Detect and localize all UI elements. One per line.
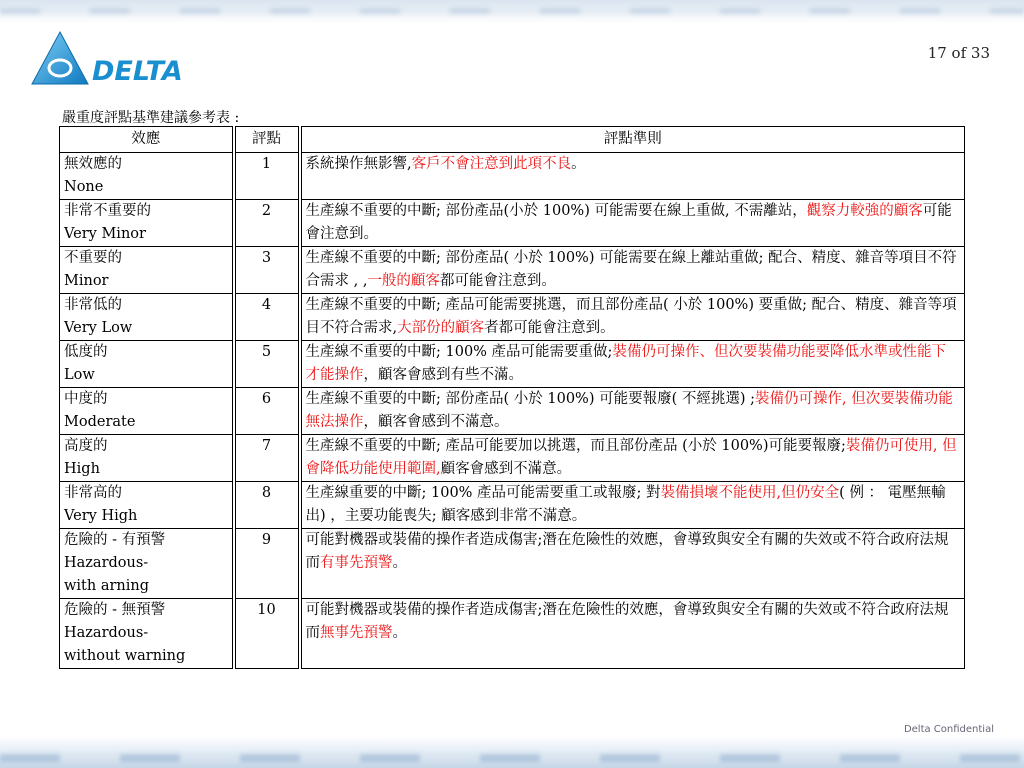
criteria-text-end: 。 bbox=[571, 156, 586, 172]
effect-label-en: Low bbox=[64, 367, 95, 383]
criteria-cell bbox=[300, 388, 965, 435]
score-cell: 4 bbox=[234, 294, 300, 341]
score-cell: 9 bbox=[234, 529, 300, 599]
criteria-cell bbox=[300, 341, 965, 388]
criteria-text-end: 。 bbox=[392, 625, 407, 641]
criteria-cell bbox=[300, 247, 965, 294]
effect-label-zh: 危險的 - 無預警 bbox=[64, 602, 166, 618]
delta-logo bbox=[30, 30, 190, 88]
score-cell: 1 bbox=[234, 153, 300, 200]
criteria-text: 生產線不重要的中斷; 產品可能需要挑選，而且部份產品( 小於 100%) 要重做; 配合、精度、雜音等項目不符合需求, bbox=[305, 297, 957, 336]
criteria-text-end: ( 例 ： 電壓無輸出) ，主要功能喪失; 顧客感到非常不滿意。 bbox=[305, 485, 946, 524]
score-cell: 5 bbox=[234, 341, 300, 388]
criteria-cell bbox=[300, 529, 965, 599]
score-cell: 10 bbox=[234, 599, 300, 669]
criteria-text: 可能對機器或裝備的操作者造成傷害;潛在危險性的效應，會導致與安全有關的失效或不符合政府法規而 bbox=[305, 532, 949, 571]
table-row bbox=[60, 529, 965, 599]
header-effect: 效應 bbox=[60, 127, 234, 153]
criteria-text: 生產線不重要的中斷; 部份產品( 小於 100%) 可能要報廢( 不經挑選) ; bbox=[305, 391, 756, 407]
effect-cell bbox=[60, 153, 234, 200]
top-decorative-band bbox=[0, 0, 1024, 24]
criteria-text: 生產線重要的中斷; 100% 產品可能需要重工或報廢; 對 bbox=[305, 485, 661, 501]
criteria-cell bbox=[300, 200, 965, 247]
effect-label-zh: 中度的 bbox=[64, 391, 108, 407]
logo-text: DELTA bbox=[92, 56, 183, 87]
criteria-text-end: 可能會注意到。 bbox=[305, 203, 952, 242]
effect-label-en: Hazardous- bbox=[64, 625, 149, 641]
table-header-row bbox=[60, 127, 965, 153]
table-row bbox=[60, 294, 965, 341]
criteria-highlight: 裝備損壞不能使用,但仍安全 bbox=[660, 485, 840, 501]
criteria-text: 可能對機器或裝備的操作者造成傷害;潛在危險性的效應，會導致與安全有關的失效或不符合政府法規而 bbox=[305, 602, 949, 641]
criteria-text: 系統操作無影響, bbox=[305, 156, 412, 172]
effect-label-zh: 非常低的 bbox=[64, 297, 122, 313]
effect-label-en: High bbox=[64, 461, 100, 477]
effect-cell bbox=[60, 200, 234, 247]
criteria-highlight: 有事先預警 bbox=[320, 555, 393, 571]
section-title: 嚴重度評點基準建議參考表 : bbox=[62, 110, 240, 126]
criteria-cell bbox=[300, 435, 965, 482]
table-row bbox=[60, 435, 965, 482]
criteria-text-end: 都可能會注意到。 bbox=[439, 273, 556, 289]
effect-label-en: Moderate bbox=[64, 414, 136, 430]
effect-label-zh: 危險的 - 有預警 bbox=[64, 532, 166, 548]
table-row bbox=[60, 341, 965, 388]
bottom-decorative-band bbox=[0, 736, 1024, 768]
severity-criteria-table bbox=[59, 126, 965, 669]
criteria-cell bbox=[300, 599, 965, 669]
criteria-text-end: ，顧客會感到不滿意。 bbox=[363, 414, 509, 430]
criteria-text-end: 顧客會感到不滿意。 bbox=[440, 461, 572, 477]
table-row bbox=[60, 599, 965, 669]
effect-label-en: Very Minor bbox=[64, 226, 146, 242]
criteria-text: 生產線不重要的中斷; 產品可能要加以挑選，而且部份產品 (小於 100%)可能要報廢; bbox=[305, 438, 846, 454]
criteria-cell bbox=[300, 153, 965, 200]
criteria-highlight: 無事先預警 bbox=[320, 625, 393, 641]
table-row bbox=[60, 482, 965, 529]
score-cell: 8 bbox=[234, 482, 300, 529]
effect-label-en: None bbox=[64, 179, 104, 195]
score-cell: 2 bbox=[234, 200, 300, 247]
header-score: 評點 bbox=[234, 127, 300, 153]
criteria-text: 生產線不重要的中斷; 100% 產品可能需要重做; bbox=[305, 344, 613, 360]
effect-label-zh: 不重要的 bbox=[64, 250, 122, 266]
criteria-text-end: 者都可能會注意到。 bbox=[484, 320, 615, 336]
score-cell: 6 bbox=[234, 388, 300, 435]
score-cell: 3 bbox=[234, 247, 300, 294]
criteria-highlight: 裝備仍可操作, 但次要裝備功能無法操作 bbox=[305, 391, 953, 430]
criteria-text: 生產線不重要的中斷; 部份產品( 小於 100%) 可能需要在線上離站重做; 配合、精度、雜音等項目不符合需求 , , bbox=[305, 250, 957, 289]
effect-label-zh: 非常不重要的 bbox=[64, 203, 151, 219]
effect-label-en-cont: without warning bbox=[64, 648, 186, 664]
effect-cell bbox=[60, 435, 234, 482]
effect-cell bbox=[60, 294, 234, 341]
score-cell: 7 bbox=[234, 435, 300, 482]
effect-cell bbox=[60, 247, 234, 294]
criteria-text: 生產線不重要的中斷; 部份產品(小於 100%) 可能需要在線上重做, 不需離站， bbox=[305, 203, 807, 219]
effect-label-zh: 低度的 bbox=[64, 344, 108, 360]
table-row bbox=[60, 200, 965, 247]
criteria-cell bbox=[300, 294, 965, 341]
effect-label-zh: 無效應的 bbox=[64, 156, 122, 172]
effect-cell bbox=[60, 482, 234, 529]
effect-cell bbox=[60, 388, 234, 435]
effect-label-en: Very Low bbox=[64, 320, 133, 336]
effect-cell bbox=[60, 529, 234, 599]
effect-label-en: Very High bbox=[64, 508, 138, 524]
effect-label-en-cont: with arning bbox=[64, 578, 149, 594]
criteria-highlight: 大部份的顧客 bbox=[397, 320, 485, 336]
effect-label-en: Hazardous- bbox=[64, 555, 149, 571]
criteria-cell bbox=[300, 482, 965, 529]
criteria-highlight: 觀察力較強的顧客 bbox=[806, 203, 923, 219]
criteria-highlight: 客戶不會注意到此項不良 bbox=[411, 156, 572, 172]
criteria-highlight: 一般的顧客 bbox=[367, 273, 440, 289]
effect-label-zh: 非常高的 bbox=[64, 485, 122, 501]
criteria-text-end: ，顧客會感到有些不滿。 bbox=[363, 367, 523, 383]
table-row bbox=[60, 388, 965, 435]
effect-cell bbox=[60, 599, 234, 669]
criteria-text-end: 。 bbox=[392, 555, 407, 571]
table-row bbox=[60, 247, 965, 294]
table-row bbox=[60, 153, 965, 200]
page-number: 17 of 33 bbox=[927, 44, 990, 62]
header-criteria: 評點準則 bbox=[300, 127, 965, 153]
effect-label-zh: 高度的 bbox=[64, 438, 108, 454]
criteria-highlight: 裝備仍可操作、但次要裝備功能要降低水準或性能下才能操作 bbox=[305, 344, 946, 383]
criteria-highlight: 裝備仍可使用, 但會降低功能使用範圍, bbox=[305, 438, 957, 477]
effect-cell bbox=[60, 341, 234, 388]
effect-label-en: Minor bbox=[64, 273, 109, 289]
confidential-label: Delta Confidential bbox=[903, 724, 994, 735]
